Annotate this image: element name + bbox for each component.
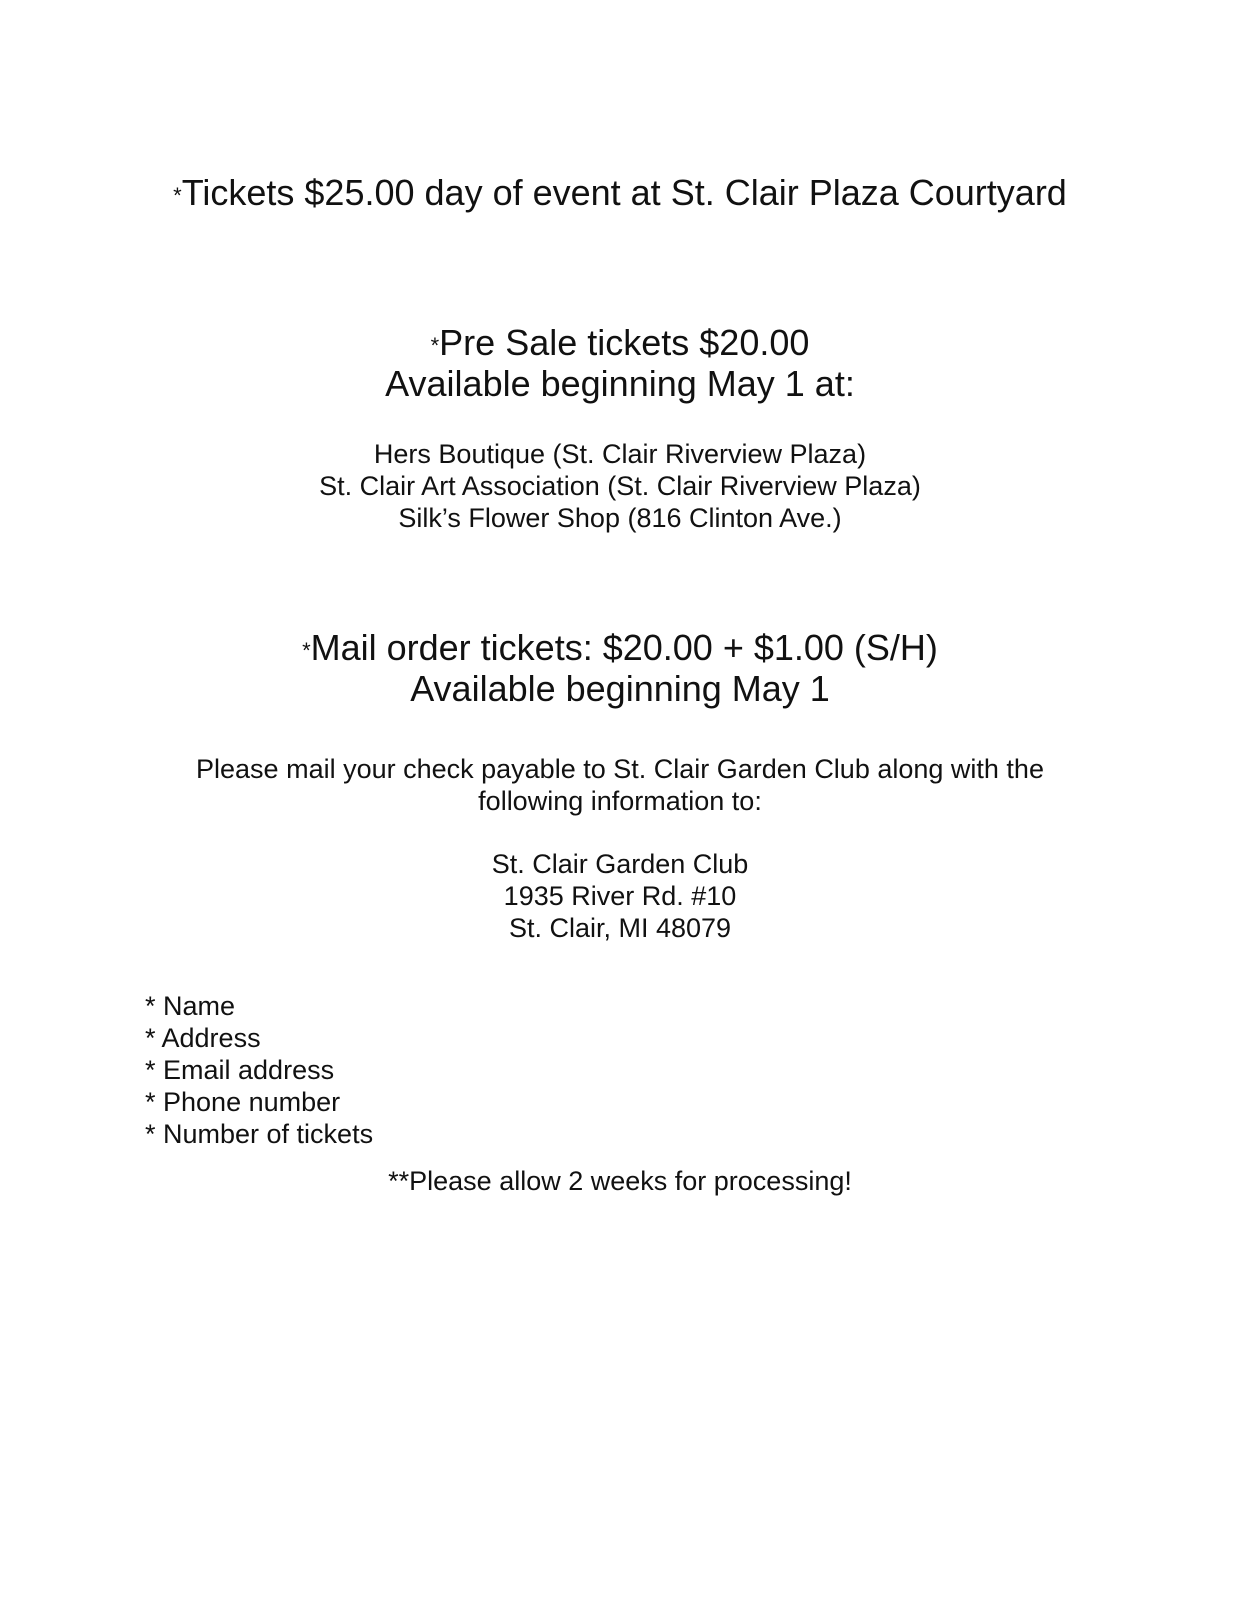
list-item: * Email address xyxy=(145,1055,335,1085)
list-item: * Number of tickets xyxy=(145,1119,374,1149)
day-of-event-text: Tickets $25.00 day of event at St. Clair Plaza Courtyard xyxy=(181,172,1067,213)
presale-location: Hers Boutique (St. Clair Riverview Plaza) xyxy=(373,439,867,469)
bullet-star: * xyxy=(173,183,182,208)
presale-location: Silk’s Flower Shop (816 Clinton Ave.) xyxy=(398,503,842,533)
mail-order-heading-text: Mail order tickets: $20.00 + $1.00 (S/H) xyxy=(310,627,938,668)
day-of-event-line xyxy=(0,172,1240,217)
list-item: * Name xyxy=(145,991,236,1021)
mail-order-heading xyxy=(0,627,1240,672)
bullet-star: * xyxy=(302,638,311,663)
mail-instructions-line: following information to: xyxy=(478,786,762,816)
processing-note: **Please allow 2 weeks for processing! xyxy=(388,1166,852,1196)
list-item: * Address xyxy=(145,1023,261,1053)
mail-instructions-line: Please mail your check payable to St. Clair Garden Club along with the xyxy=(196,754,1044,784)
presale-location: St. Clair Art Association (St. Clair Riverview Plaza) xyxy=(319,471,921,501)
list-item: * Phone number xyxy=(145,1087,341,1117)
bullet-star: * xyxy=(430,333,440,358)
presale-subheading: Available beginning May 1 at: xyxy=(385,363,855,404)
mailing-address-city: St. Clair, MI 48079 xyxy=(508,913,732,943)
mail-order-subheading: Available beginning May 1 xyxy=(410,668,830,709)
mailing-address-street: 1935 River Rd. #10 xyxy=(503,881,737,911)
presale-heading-text: Pre Sale tickets $20.00 xyxy=(439,322,810,363)
presale-heading xyxy=(0,322,1240,367)
mailing-address-name: St. Clair Garden Club xyxy=(491,849,749,879)
required-info-list xyxy=(145,990,373,1150)
